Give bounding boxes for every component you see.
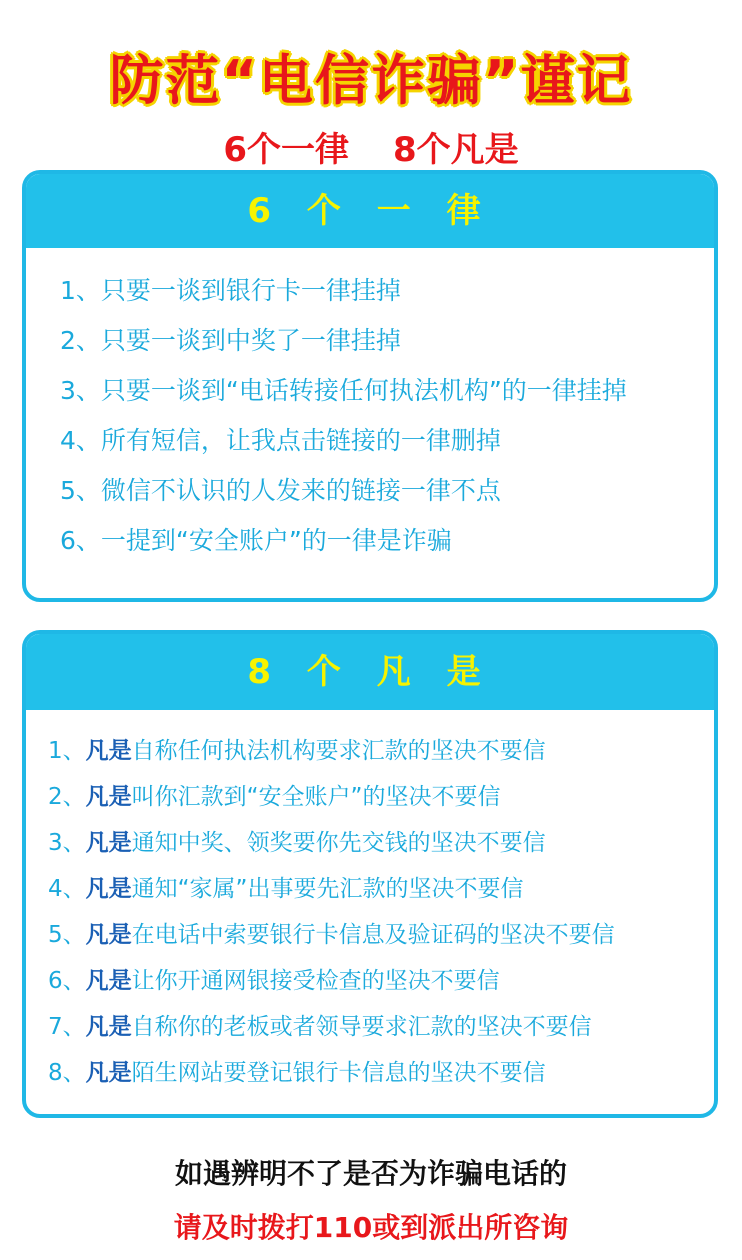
item-keyword: 凡是 — [85, 1060, 132, 1086]
list-item: 6、一提到“安全账户”的一律是诈骗 — [60, 526, 452, 555]
list-item — [48, 774, 714, 820]
list-item — [48, 958, 714, 1004]
list-item: 4、所有短信，让我点击链接的一律删掉 — [60, 426, 501, 455]
item-keyword: 凡是 — [85, 968, 132, 994]
list-item — [48, 1004, 714, 1050]
item-text: 在电话中索要银行卡信息及验证码的坚决不要信 — [131, 922, 615, 948]
six-rules-list — [26, 248, 714, 566]
list-item — [48, 1050, 714, 1096]
list-item: 2、只要一谈到中奖了一律挂掉 — [60, 326, 401, 355]
list-item — [48, 820, 714, 866]
list-item: 5、微信不认识的人发来的链接一律不点 — [60, 476, 501, 505]
item-keyword: 凡是 — [85, 876, 132, 902]
footer-notice: 如遇辨明不了是否为诈骗电话的 — [174, 1157, 567, 1190]
list-item — [48, 866, 714, 912]
subtitle-eight-rules: 8个凡是 — [393, 130, 519, 170]
item-number: 8、 — [48, 1060, 86, 1086]
six-rules-heading: 6 个 一 律 — [26, 174, 714, 248]
item-text: 自称任何执法机构要求汇款的坚决不要信 — [131, 738, 546, 764]
eight-rules-heading: 8 个 凡 是 — [26, 634, 714, 710]
item-keyword: 凡是 — [85, 1014, 132, 1040]
footer-call-to-action: 请及时拨打110或到派出所咨询 — [173, 1211, 569, 1244]
six-rules-panel — [22, 170, 718, 602]
item-text: 通知“家属”出事要先汇款的坚决不要信 — [131, 876, 524, 902]
list-item: 1、只要一谈到银行卡一律挂掉 — [60, 276, 401, 305]
page-title: 防范“电信诈骗”谨记 — [109, 49, 633, 112]
item-keyword: 凡是 — [85, 830, 132, 856]
eight-rules-list — [26, 710, 714, 1096]
item-text: 叫你汇款到“安全账户”的坚决不要信 — [131, 784, 501, 810]
item-number: 4、 — [48, 876, 86, 902]
subtitle-six-rules: 6个一律 — [223, 130, 349, 170]
list-item: 3、只要一谈到“电话转接任何执法机构”的一律挂掉 — [60, 376, 627, 405]
item-keyword: 凡是 — [85, 922, 132, 948]
item-text: 让你开通网银接受检查的坚决不要信 — [131, 968, 500, 994]
page-subtitle — [0, 122, 742, 171]
list-item — [48, 912, 714, 958]
eight-rules-panel — [22, 630, 718, 1118]
item-number: 6、 — [48, 968, 86, 994]
item-text: 陌生网站要登记银行卡信息的坚决不要信 — [131, 1060, 546, 1086]
item-number: 1、 — [48, 738, 86, 764]
item-text: 自称你的老板或者领导要求汇款的坚决不要信 — [131, 1014, 592, 1040]
item-keyword: 凡是 — [85, 784, 132, 810]
item-number: 2、 — [48, 784, 86, 810]
item-keyword: 凡是 — [85, 738, 132, 764]
item-number: 3、 — [48, 830, 86, 856]
item-number: 7、 — [48, 1014, 86, 1040]
list-item — [48, 728, 714, 774]
item-number: 5、 — [48, 922, 86, 948]
item-text: 通知中奖、领奖要你先交钱的坚决不要信 — [131, 830, 546, 856]
